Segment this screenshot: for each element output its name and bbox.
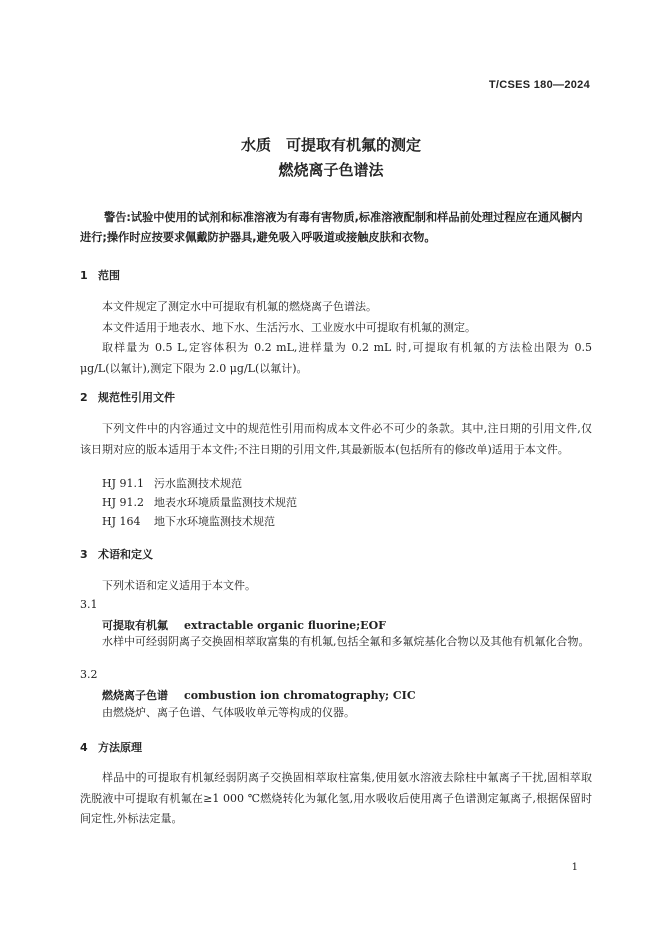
term-definition	[80, 632, 592, 653]
reference-name: 污水监测技术规范	[154, 477, 242, 490]
section-2-body	[80, 419, 592, 460]
section-1-heading	[80, 267, 120, 283]
reference-name: 地下水环境监测技术规范	[154, 515, 275, 528]
paragraph: 下列文件中的内容通过文中的规范性引用而构成本文件必不可少的条款。其中,注日期的引用文件,仅该日期对应的版本适用于本文件;不注日期的引用文件,其最新版本(包括所有的修改单)适用于本文件。	[80, 422, 592, 456]
reference-item	[102, 475, 242, 491]
reference-item	[102, 513, 275, 529]
section-4-heading	[80, 739, 142, 755]
document-code: T/CSES 180—2024	[488, 79, 590, 91]
paragraph: 水样中可经弱阴离子交换固相萃取富集的有机氟,包括全氟和多氟烷基化合物以及其他有机氟化合物。	[102, 635, 590, 648]
reference-code: HJ 91.2	[102, 496, 144, 509]
paragraph: 本文件规定了测定水中可提取有机氟的燃烧离子色谱法。	[102, 300, 377, 313]
paragraph: 本文件适用于地表水、地下水、生活污水、工业废水中可提取有机氟的测定。	[102, 320, 476, 334]
term-english: combustion ion chromatography; CIC	[184, 689, 416, 702]
term-chinese: 燃烧离子色谱	[102, 689, 168, 702]
section-3-intro	[80, 576, 592, 597]
term-number: 3.2	[80, 668, 98, 681]
section-title: 术语和定义	[98, 548, 153, 561]
reference-code: HJ 91.1	[102, 477, 144, 490]
section-3-heading	[80, 546, 153, 562]
section-4-body	[80, 768, 592, 830]
section-number: 2	[80, 391, 88, 404]
section-title: 范围	[98, 269, 120, 282]
paragraph: 取样量为 0.5 L,定容体积为 0.2 mL,进样量为 0.2 mL 时,可提取有机氟的方法检出限为 0.5 μg/L(以氟计),测定下限为 2.0 μg/L(以氟计)。	[80, 341, 592, 375]
document-subtitle: 燃烧离子色谱法	[278, 161, 384, 179]
page-number: 1	[571, 862, 578, 873]
paragraph: 样品中的可提取有机氟经弱阴离子交换固相萃取柱富集,使用氨水溶液去除柱中氟离子干扰,固相萃取洗脱液中可提取有机氟在≥1 000 ℃燃烧转化为氟化氢,用水吸收后使用离子色谱测定氟离子,根据保留时间定性,外标法定量。	[80, 771, 592, 825]
paragraph: 由燃烧炉、离子色谱、气体吸收单元等构成的仪器。	[102, 706, 355, 719]
section-1-body	[80, 297, 592, 379]
term-heading	[102, 617, 386, 633]
reference-name: 地表水环境质量监测技术规范	[154, 496, 297, 509]
section-number: 1	[80, 269, 88, 282]
term-english: extractable organic fluorine;EOF	[184, 619, 386, 632]
section-title: 规范性引用文件	[98, 391, 175, 404]
reference-code: HJ 164	[102, 515, 141, 528]
document-title: 水质 可提取有机氟的测定	[240, 136, 421, 154]
paragraph: 下列术语和定义适用于本文件。	[102, 579, 256, 592]
section-number: 3	[80, 548, 88, 561]
term-heading	[102, 687, 416, 703]
section-2-heading	[80, 389, 175, 405]
term-number: 3.1	[80, 598, 98, 611]
warning-paragraph: 警告:试验中使用的试剂和标准溶液为有毒有害物质,标准溶液配制和样品前处理过程应在通风橱内进行;操作时应按要求佩戴防护器具,避免吸入呼吸道或接触皮肤和衣物。	[80, 211, 583, 244]
term-definition	[80, 703, 592, 724]
section-number: 4	[80, 741, 88, 754]
section-title: 方法原理	[98, 741, 142, 754]
reference-item	[102, 494, 297, 510]
term-chinese: 可提取有机氟	[102, 619, 168, 632]
